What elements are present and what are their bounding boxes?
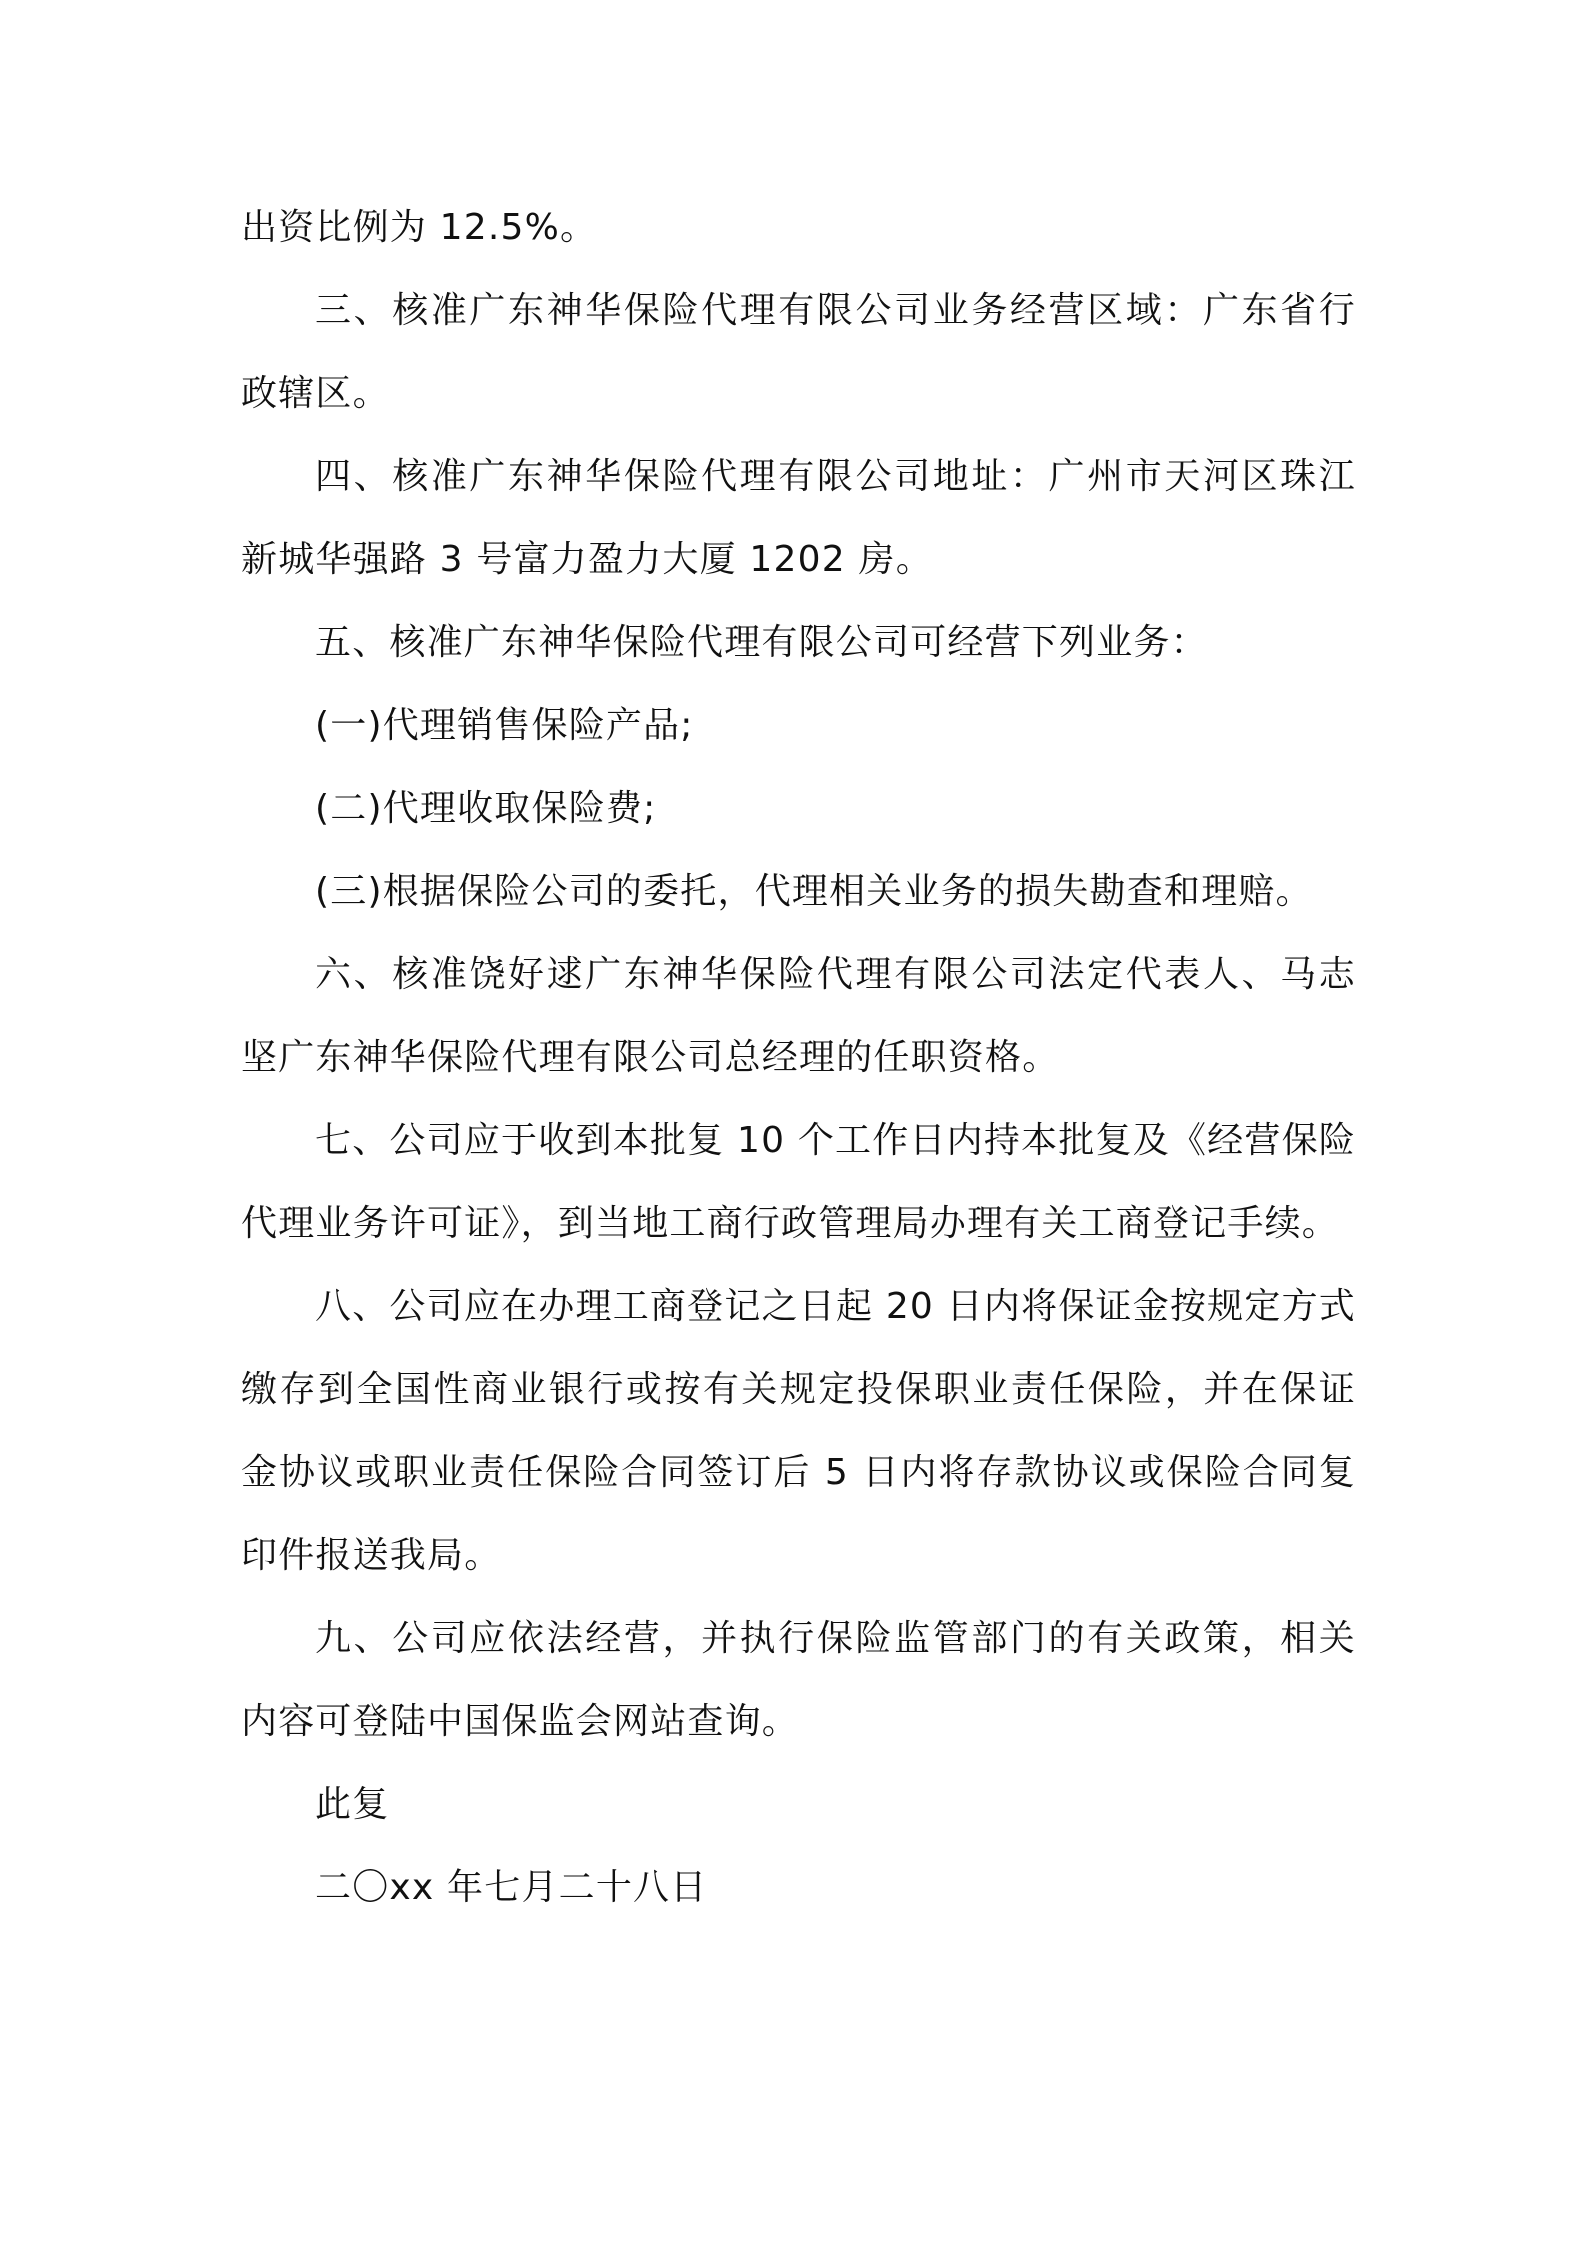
paragraph-item-5-3: (三)根据保险公司的委托，代理相关业务的损失勘查和理赔。 [315, 871, 1313, 912]
paragraph-item-4: 四、核准广东神华保险代理有限公司地址：广州市天河区珠江新城华强路 3 号富力盈力大厦 1202 房。 [241, 456, 1356, 580]
paragraph-item-5-2: (二)代理收取保险费; [315, 788, 657, 829]
document-body [241, 186, 1356, 1929]
document-date: 二〇xx 年七月二十八日 [315, 1867, 708, 1908]
paragraph-item-9: 九、公司应依法经营，并执行保险监管部门的有关政策，相关内容可登陆中国保监会网站查询。 [241, 1618, 1356, 1742]
paragraph-item-3: 三、核准广东神华保险代理有限公司业务经营区域：广东省行政辖区。 [241, 290, 1356, 414]
paragraph-item-5: 五、核准广东神华保险代理有限公司可经营下列业务： [315, 622, 1208, 663]
paragraph-item-7: 七、公司应于收到本批复 10 个工作日内持本批复及《经营保险代理业务许可证》，到当地工商行政管理局办理有关工商登记手续。 [241, 1120, 1356, 1244]
closing-text: 此复 [315, 1784, 390, 1825]
paragraph-item-6: 六、核准饶好逑广东神华保险代理有限公司法定代表人、马志坚广东神华保险代理有限公司总经理的任职资格。 [241, 954, 1356, 1078]
paragraph-item-5-1: (一)代理销售保险产品; [315, 705, 694, 746]
paragraph-item-8: 八、公司应在办理工商登记之日起 20 日内将保证金按规定方式缴存到全国性商业银行或按有关规定投保职业责任保险，并在保证金协议或职业责任保险合同签订后 5 日内将存款协议或保险合同复印件报送我局。 [241, 1286, 1356, 1576]
paragraph-continuation: 出资比例为 12.5%。 [241, 207, 598, 248]
